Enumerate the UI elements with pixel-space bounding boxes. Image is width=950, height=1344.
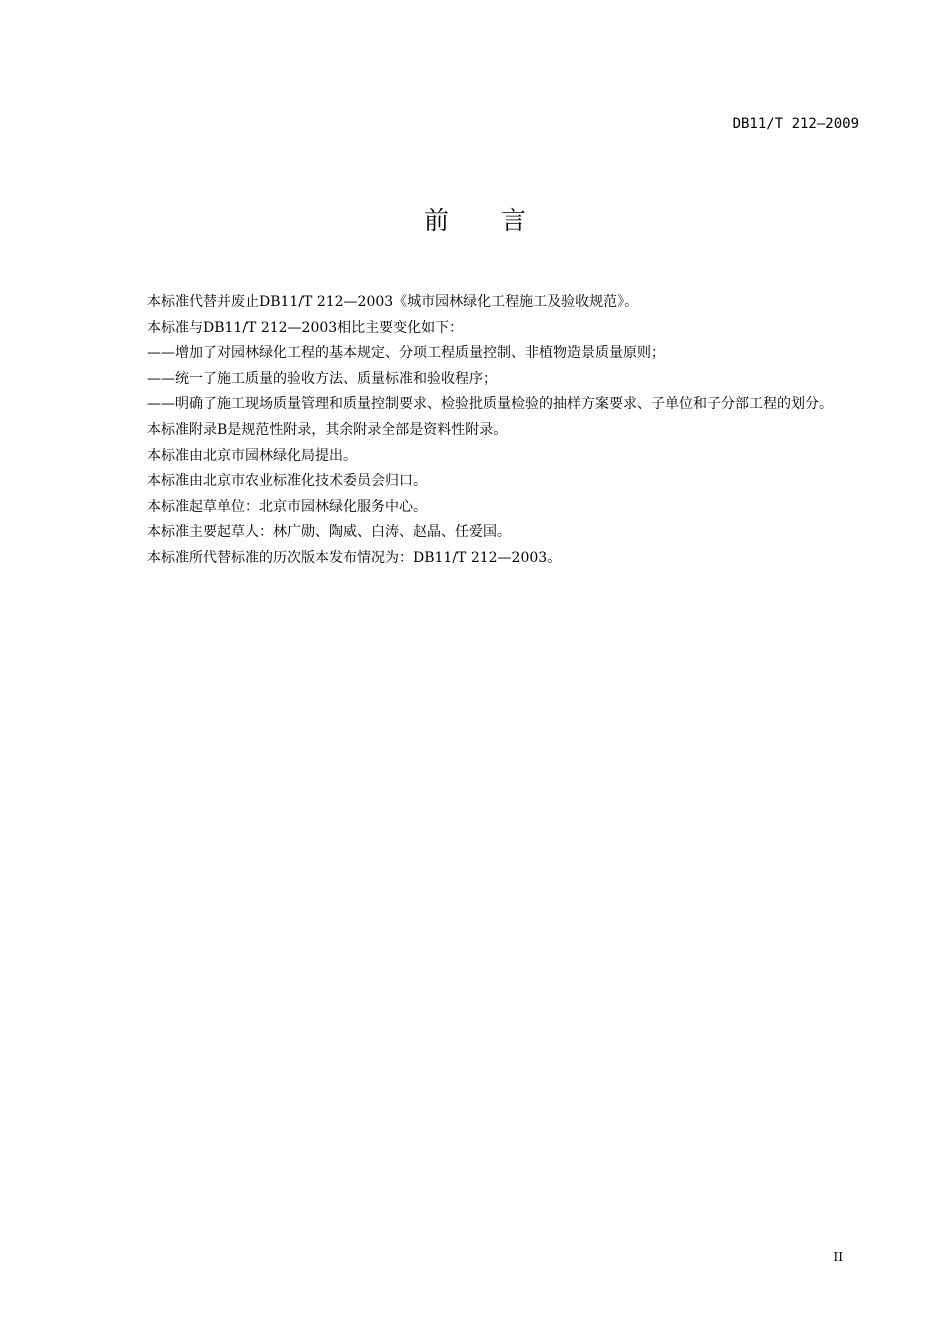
paragraph-change-2: ——统一了施工质量的验收方法、质量标准和验收程序；: [147, 370, 497, 387]
paragraph-version-history: 本标准所代替标准的历次版本发布情况为：DB11/T 212—2003。: [147, 549, 562, 566]
page-number: II: [833, 1250, 843, 1264]
paragraph-change-1: ——增加了对园林绿化工程的基本规定、分项工程质量控制、非植物造景质量原则；: [147, 345, 665, 362]
foreword-body: [147, 290, 862, 572]
paragraph-appendix: 本标准附录B是规范性附录，其余附录全部是资料性附录。: [147, 421, 508, 438]
standard-code: DB11/T 212—2009: [732, 116, 859, 132]
paragraph-proposed-by: 本标准由北京市园林绿化局提出。: [147, 447, 357, 464]
paragraph-drafting-unit: 本标准起草单位：北京市园林绿化服务中心。: [147, 498, 427, 515]
paragraph-drafters: 本标准主要起草人：林广勋、陶威、白涛、赵晶、任爱国。: [147, 524, 511, 541]
paragraph-supersedes: 本标准代替并废止DB11/T 212—2003《城市园林绿化工程施工及验收规范》。: [147, 294, 639, 310]
paragraph-changes-intro: 本标准与DB11/T 212—2003相比主要变化如下：: [147, 319, 464, 336]
paragraph-centralized-by: 本标准由北京市农业标准化技术委员会归口。: [147, 473, 427, 490]
page-title: 前言: [423, 206, 578, 235]
paragraph-change-3: ——明确了施工现场质量管理和质量控制要求、检验批质量检验的抽样方案要求、子单位和子分部工程的划分。: [147, 396, 833, 413]
